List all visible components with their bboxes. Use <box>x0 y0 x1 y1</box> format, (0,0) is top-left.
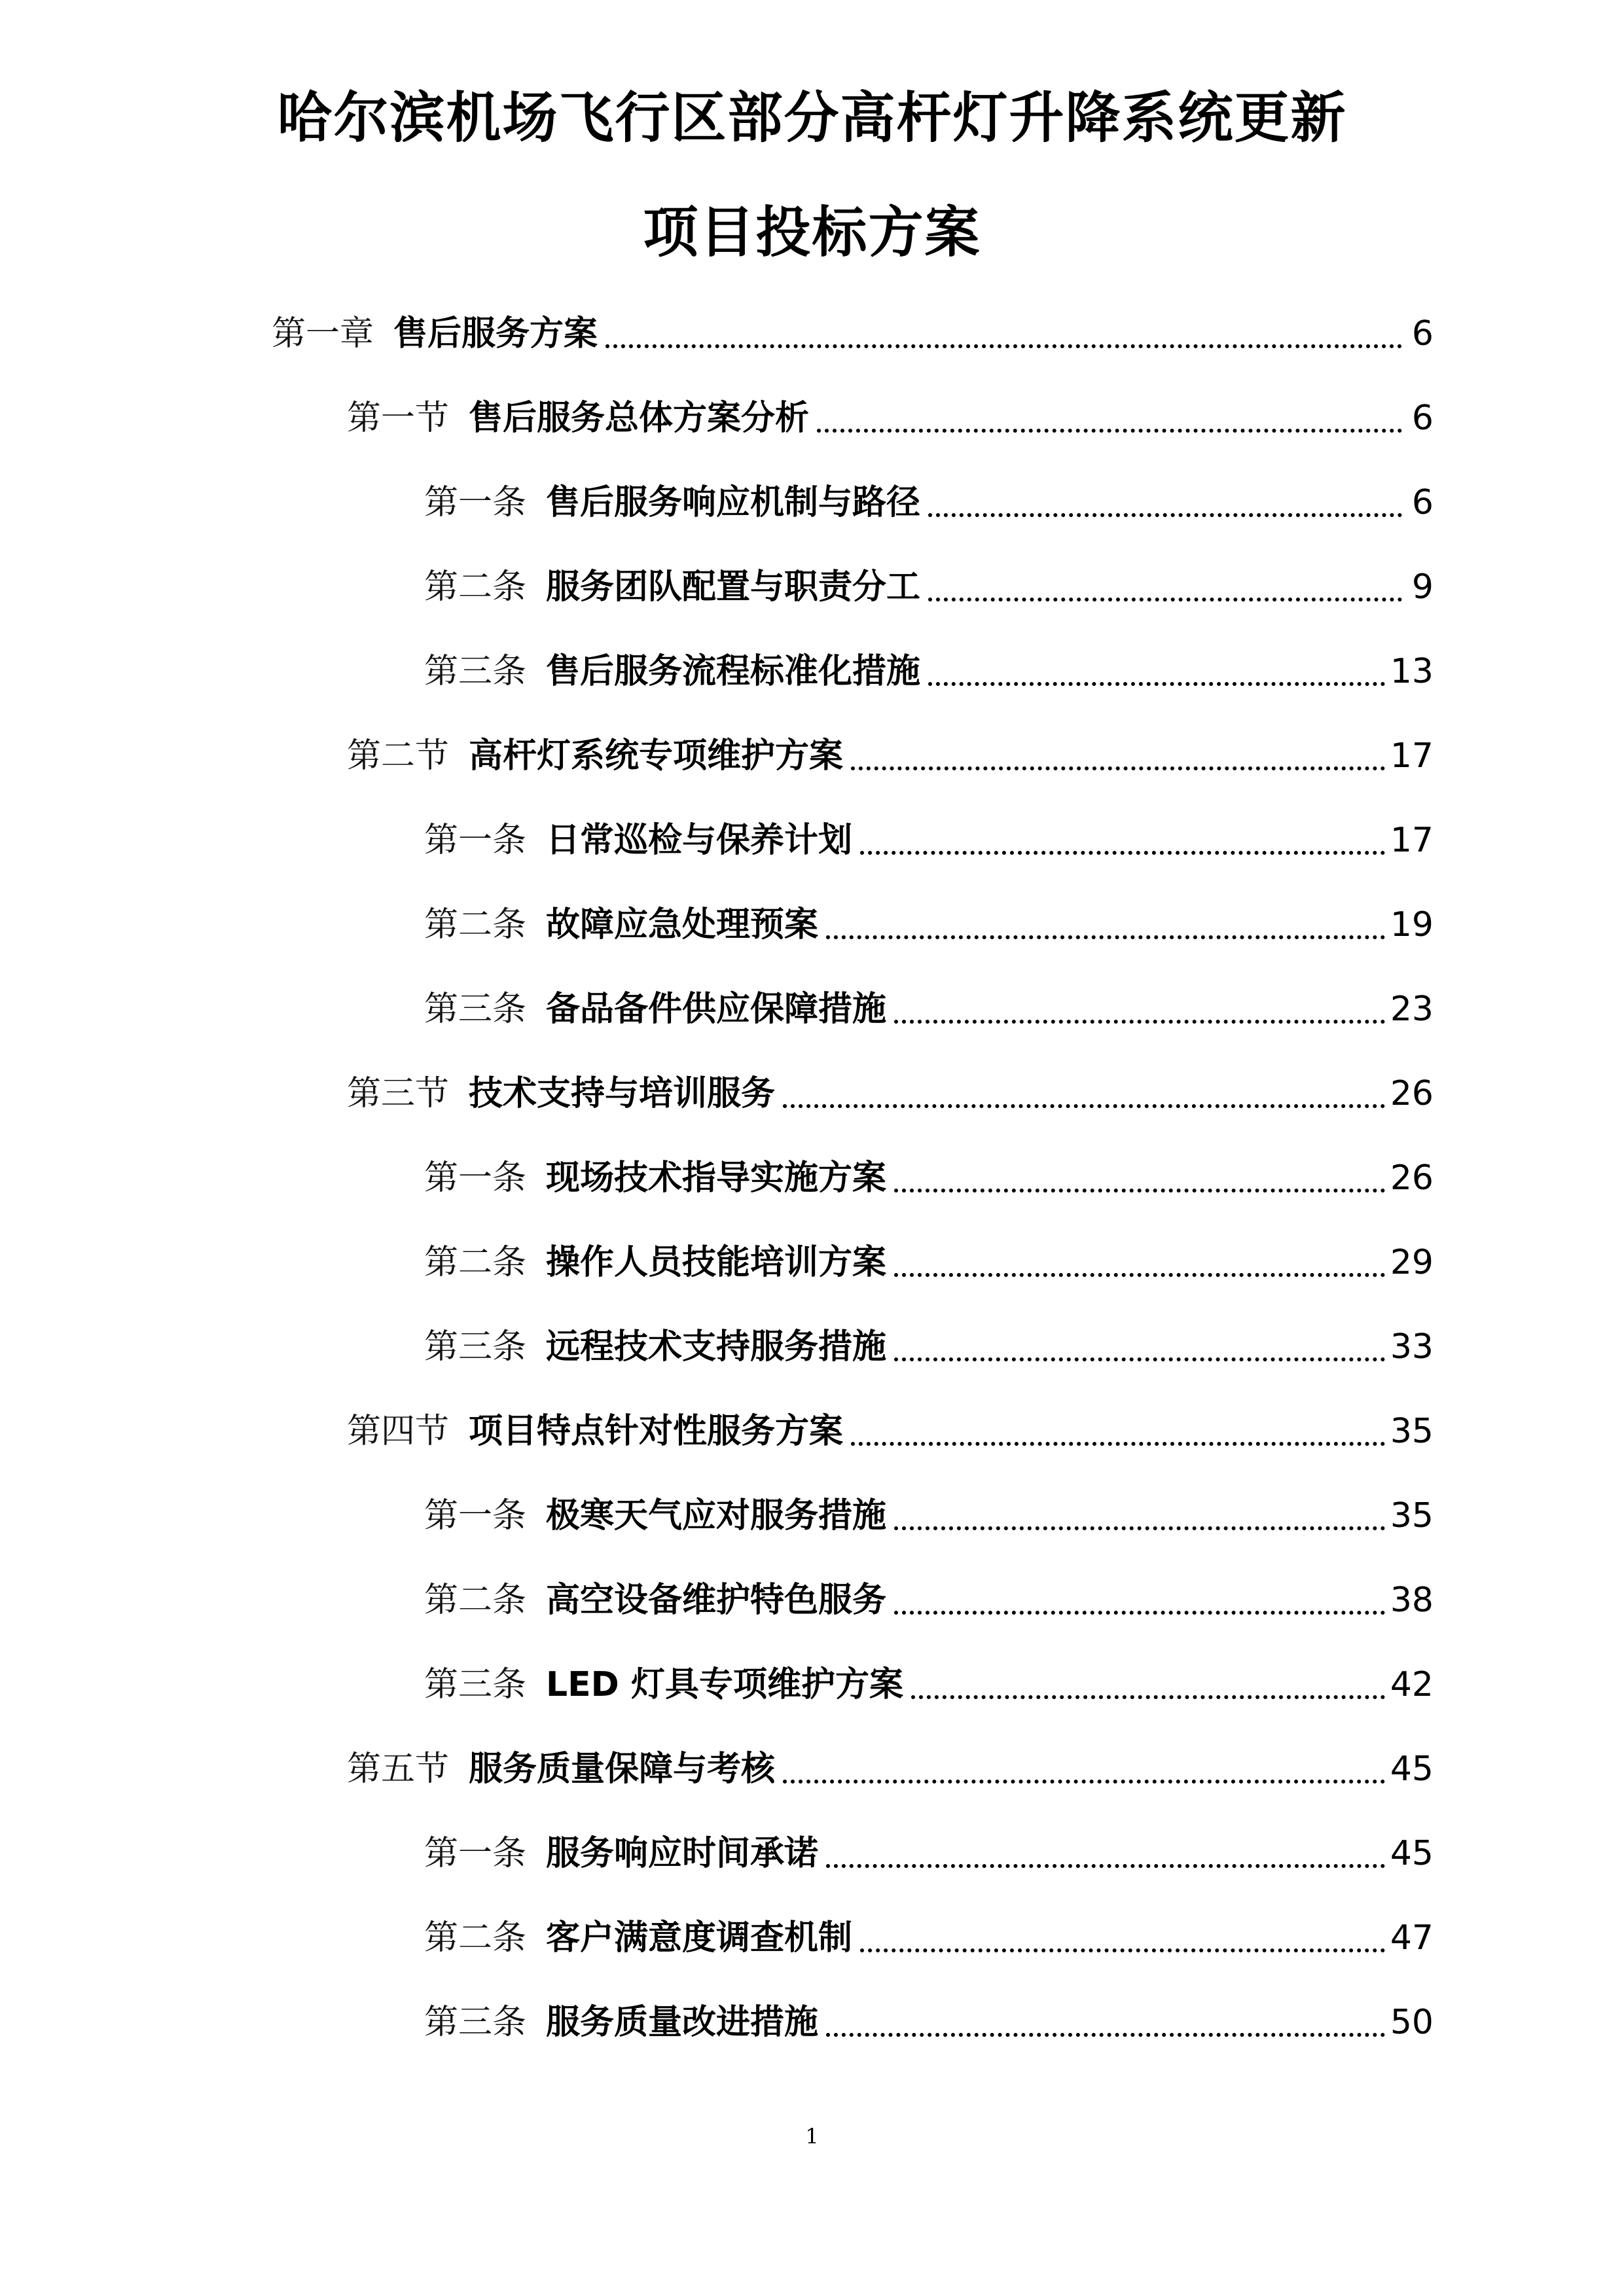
toc-entry-article[interactable] <box>424 899 1434 951</box>
toc-entry-title: 售后服务响应机制与路径 <box>546 483 921 522</box>
toc-entry-page: 50 <box>1390 2003 1434 2042</box>
toc-entry-label: 第二条 <box>424 1243 527 1282</box>
toc-entry-title: 故障应急处理预案 <box>546 905 819 944</box>
toc-dot-leader <box>783 1067 1385 1120</box>
toc-entry-page: 26 <box>1390 1158 1434 1198</box>
toc-entry-section[interactable] <box>347 1743 1434 1795</box>
toc-entry-title: 极寒天气应对服务措施 <box>546 1496 887 1535</box>
toc-dot-leader <box>894 983 1385 1035</box>
toc-entry-page: 29 <box>1390 1243 1434 1282</box>
toc-entry-article[interactable] <box>424 1827 1434 1880</box>
toc-entry-page: 45 <box>1390 1749 1434 1789</box>
toc-entry-title: 服务响应时间承诺 <box>546 1834 819 1873</box>
toc-dot-leader <box>894 1152 1385 1204</box>
toc-entry-article[interactable] <box>424 1490 1434 1542</box>
toc-entry-label: 第一条 <box>424 483 527 522</box>
toc-dot-leader <box>817 392 1402 444</box>
toc-entry-article[interactable] <box>424 1152 1434 1204</box>
toc-dot-leader <box>894 1321 1385 1373</box>
toc-entry-title: LED 灯具专项维护方案 <box>546 1665 903 1704</box>
toc-entry-page: 33 <box>1390 1327 1434 1367</box>
toc-entry-label: 第三节 <box>347 1074 450 1113</box>
toc-entry-section[interactable] <box>347 392 1434 444</box>
toc-entry-label: 第五节 <box>347 1749 450 1789</box>
toc-entry-label: 第一条 <box>424 1834 527 1873</box>
toc-dot-leader <box>826 1827 1385 1880</box>
toc-entry-page: 38 <box>1390 1581 1434 1620</box>
toc-entry-page: 35 <box>1390 1496 1434 1535</box>
toc-entry-page: 13 <box>1390 652 1434 691</box>
toc-entry-article[interactable] <box>424 1912 1434 1964</box>
toc-entry-article[interactable] <box>424 645 1434 698</box>
toc-entry-page: 17 <box>1390 736 1434 776</box>
toc-entry-label: 第二条 <box>424 1581 527 1620</box>
toc-entry-article[interactable] <box>424 983 1434 1035</box>
toc-entry-section[interactable] <box>347 1067 1434 1120</box>
toc-entry-label: 第三条 <box>424 1665 527 1704</box>
toc-entry-title: 售后服务总体方案分析 <box>469 399 810 438</box>
toc-dot-leader <box>826 1996 1385 2049</box>
toc-entry-article[interactable] <box>424 814 1434 867</box>
toc-entry-article[interactable] <box>424 561 1434 613</box>
toc-entry-article[interactable] <box>424 476 1434 529</box>
toc-entry-label: 第一条 <box>424 1496 527 1535</box>
toc-entry-title: 售后服务流程标准化措施 <box>546 652 921 691</box>
toc-entry-title: 远程技术支持服务措施 <box>546 1327 887 1367</box>
toc-entry-label: 第一条 <box>424 1158 527 1198</box>
toc-entry-label: 第一条 <box>424 821 527 860</box>
toc-entry-page: 42 <box>1390 1665 1434 1704</box>
toc-entry-title: 售后服务方案 <box>393 314 598 353</box>
toc-entry-title: 服务团队配置与职责分工 <box>546 567 921 607</box>
toc-entry-page: 6 <box>1411 399 1434 438</box>
toc-dot-leader <box>928 561 1402 613</box>
toc-entry-label: 第一章 <box>272 314 374 353</box>
toc-entry-chapter[interactable] <box>272 308 1434 360</box>
page-number: 1 <box>805 2124 819 2149</box>
toc-entry-title: 高空设备维护特色服务 <box>546 1581 887 1620</box>
document-title-line-2: 项目投标方案 <box>643 200 981 264</box>
toc-dot-leader <box>928 476 1402 529</box>
toc-dot-leader <box>860 814 1385 867</box>
toc-entry-page: 17 <box>1390 821 1434 860</box>
toc-entry-article[interactable] <box>424 1574 1434 1626</box>
toc-entry-title: 技术支持与培训服务 <box>469 1074 776 1113</box>
toc-entry-article[interactable] <box>424 1321 1434 1373</box>
toc-entry-title: 现场技术指导实施方案 <box>546 1158 887 1198</box>
toc-entry-title: 服务质量改进措施 <box>546 2003 819 2042</box>
toc-entry-label: 第三条 <box>424 2003 527 2042</box>
toc-entry-title: 日常巡检与保养计划 <box>546 821 853 860</box>
toc-entry-page: 9 <box>1411 567 1434 607</box>
toc-entry-label: 第二条 <box>424 1918 527 1958</box>
toc-dot-leader <box>894 1490 1385 1542</box>
document-title-line-1: 哈尔滨机场飞行区部分高杆灯升降系统更新 <box>277 86 1347 150</box>
toc-entry-page: 47 <box>1390 1918 1434 1958</box>
toc-entry-title: 备品备件供应保障措施 <box>546 990 887 1029</box>
toc-entry-page: 6 <box>1411 483 1434 522</box>
toc-entry-page: 19 <box>1390 905 1434 944</box>
toc-entry-page: 35 <box>1390 1412 1434 1451</box>
toc-entry-label: 第二节 <box>347 736 450 776</box>
toc-entry-section[interactable] <box>347 730 1434 782</box>
toc-dot-leader <box>851 730 1385 782</box>
toc-entry-title: 项目特点针对性服务方案 <box>469 1412 844 1451</box>
toc-dot-leader <box>783 1743 1385 1795</box>
toc-dot-leader <box>860 1912 1385 1964</box>
toc-dot-leader <box>894 1236 1385 1289</box>
toc-dot-leader <box>826 899 1385 951</box>
toc-entry-page: 23 <box>1390 990 1434 1029</box>
toc-entry-label: 第四节 <box>347 1412 450 1451</box>
toc-entry-title: 服务质量保障与考核 <box>469 1749 776 1789</box>
toc-entry-label: 第三条 <box>424 990 527 1029</box>
toc-entry-page: 6 <box>1411 314 1434 353</box>
toc-dot-leader <box>894 1574 1385 1626</box>
toc-entry-article[interactable] <box>424 1996 1434 2049</box>
toc-entry-label: 第三条 <box>424 652 527 691</box>
toc-entry-label: 第二条 <box>424 567 527 607</box>
toc-entry-title: 操作人员技能培训方案 <box>546 1243 887 1282</box>
toc-entry-title: 客户满意度调查机制 <box>546 1918 853 1958</box>
toc-entry-section[interactable] <box>347 1405 1434 1458</box>
toc-dot-leader <box>851 1405 1385 1458</box>
toc-entry-article[interactable] <box>424 1659 1434 1711</box>
toc-entry-label: 第二条 <box>424 905 527 944</box>
toc-entry-page: 45 <box>1390 1834 1434 1873</box>
toc-dot-leader <box>605 308 1402 360</box>
toc-entry-label: 第一节 <box>347 399 450 438</box>
toc-entry-article[interactable] <box>424 1236 1434 1289</box>
toc-entry-label: 第三条 <box>424 1327 527 1367</box>
toc-entry-title: 高杆灯系统专项维护方案 <box>469 736 844 776</box>
toc-dot-leader <box>911 1659 1385 1711</box>
toc-dot-leader <box>928 645 1385 698</box>
toc-entry-page: 26 <box>1390 1074 1434 1113</box>
